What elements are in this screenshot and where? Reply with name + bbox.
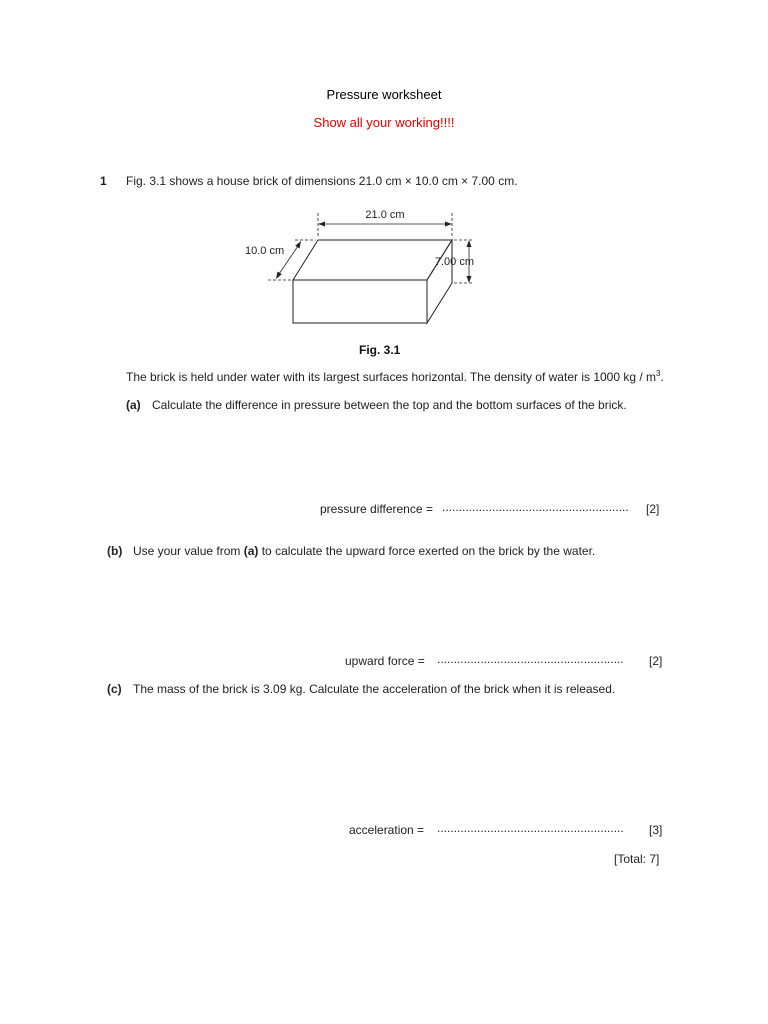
statement-main: The brick is held under water with its largest surfaces horizontal. The density of water is 1000 kg / m	[126, 370, 657, 384]
total-marks: [Total: 7]	[614, 852, 660, 866]
pressure-difference-label: pressure difference =	[320, 502, 433, 516]
acceleration-answer-line[interactable]: ........................................................	[437, 821, 624, 835]
part-b-text	[133, 544, 595, 558]
figure-caption: Fig. 3.1	[359, 343, 401, 357]
part-b-text-after: to calculate the upward force exerted on the brick by the water.	[258, 544, 596, 558]
part-c-label: (c)	[107, 682, 122, 696]
brick-front-face	[293, 280, 427, 323]
brick-side-face	[427, 240, 452, 323]
length-label: 21.0 cm	[365, 209, 405, 221]
part-a-label: (a)	[126, 398, 141, 412]
statement-superscript: 3	[656, 369, 661, 378]
instruction-text: Show all your working!!!!	[313, 115, 455, 130]
brick-top-face	[293, 240, 452, 280]
upward-force-answer-line[interactable]: ........................................................	[437, 652, 624, 666]
part-b-marks: [2]	[649, 654, 663, 668]
part-b-text-ref: (a)	[243, 544, 259, 558]
part-c-marks: [3]	[649, 823, 663, 837]
question-intro: Fig. 3.1 shows a house brick of dimensions 21.0 cm × 10.0 cm × 7.00 cm.	[126, 174, 518, 188]
part-b-label: (b)	[107, 544, 123, 558]
question-number: 1	[100, 174, 107, 188]
part-a-text: Calculate the difference in pressure between the top and the bottom surfaces of the brick.	[152, 398, 627, 412]
depth-label: 10.0 cm	[245, 245, 285, 257]
statement-end: .	[660, 370, 664, 384]
part-b-text-before: Use your value from	[133, 544, 244, 558]
pressure-difference-answer-line[interactable]: ........................................................	[442, 500, 629, 514]
brick-figure	[240, 205, 480, 335]
acceleration-label: acceleration =	[349, 823, 425, 837]
brick-statement	[126, 369, 664, 384]
part-a-marks: [2]	[646, 502, 660, 516]
brick-outline	[293, 240, 452, 323]
upward-force-label: upward force =	[345, 654, 425, 668]
worksheet-title: Pressure worksheet	[326, 87, 442, 102]
height-label: 7.00 cm	[434, 256, 474, 268]
part-c-text: The mass of the brick is 3.09 kg. Calculate the acceleration of the brick when it is released.	[133, 682, 616, 696]
